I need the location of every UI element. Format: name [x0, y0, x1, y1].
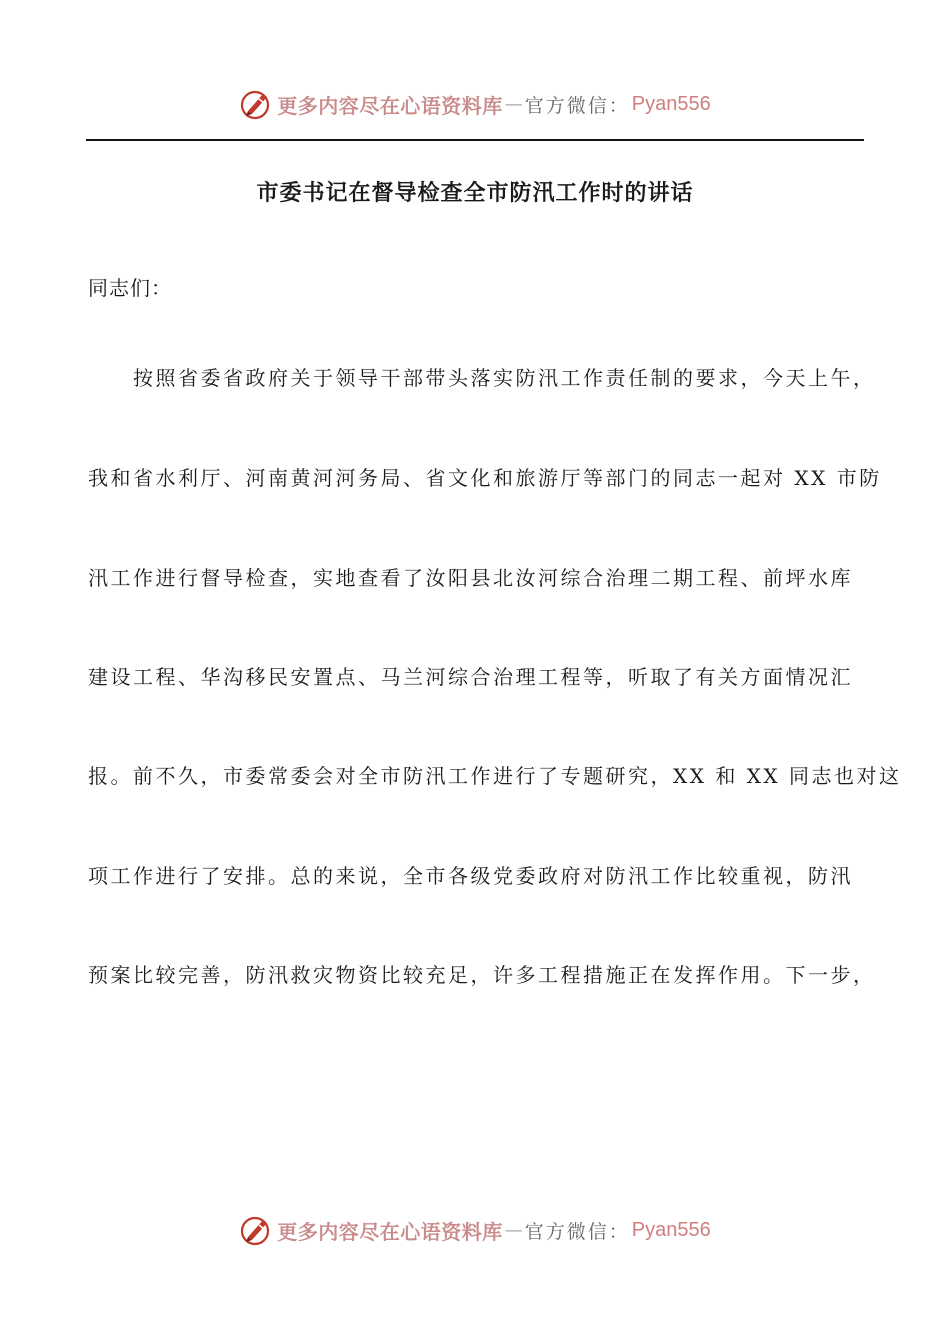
paragraph-line: 按照省委省政府关于领导干部带头落实防汛工作责任制的要求，今天上午， [88, 366, 876, 390]
paragraph-line: 预案比较完善，防汛救灾物资比较充足，许多工程措施正在发挥作用。下一步， [88, 963, 876, 987]
wechat-label: 官方微信： [524, 94, 630, 117]
paragraph-line: 建设工程、华沟移民安置点、马兰河综合治理工程等，听取了有关方面情况汇 [88, 665, 853, 689]
header-divider [86, 139, 864, 141]
wechat-id: Pyan556 [631, 92, 711, 115]
document-title: 市委书记在督导检查全市防汛工作时的讲话 [256, 181, 694, 206]
pen-logo-icon [239, 1213, 273, 1247]
brand-slogan: 更多内容尽在心语资料库 [277, 1219, 503, 1244]
paragraph-line: 我和省水利厅、河南黄河河务局、省文化和旅游厅等部门的同志一起对 XX 市防 [88, 466, 882, 490]
header-brand [0, 84, 950, 124]
salutation: 同志们： [88, 276, 172, 300]
brand-separator: — [504, 1219, 523, 1241]
paragraph-line: 项工作进行了安排。总的来说，全市各级党委政府对防汛工作比较重视，防汛 [88, 864, 853, 888]
paragraph-line: 报。前不久，市委常委会对全市防汛工作进行了专题研究，XX 和 XX 同志也对这 [88, 764, 902, 788]
wechat-id: Pyan556 [631, 1218, 711, 1241]
pen-logo-icon [239, 87, 273, 121]
footer-brand [0, 1210, 950, 1250]
brand-slogan: 更多内容尽在心语资料库 [277, 93, 503, 118]
wechat-label: 官方微信： [524, 1220, 630, 1243]
brand-separator: — [504, 93, 523, 115]
paragraph-line: 汛工作进行督导检查，实地查看了汝阳县北汝河综合治理二期工程、前坪水库 [88, 566, 853, 590]
